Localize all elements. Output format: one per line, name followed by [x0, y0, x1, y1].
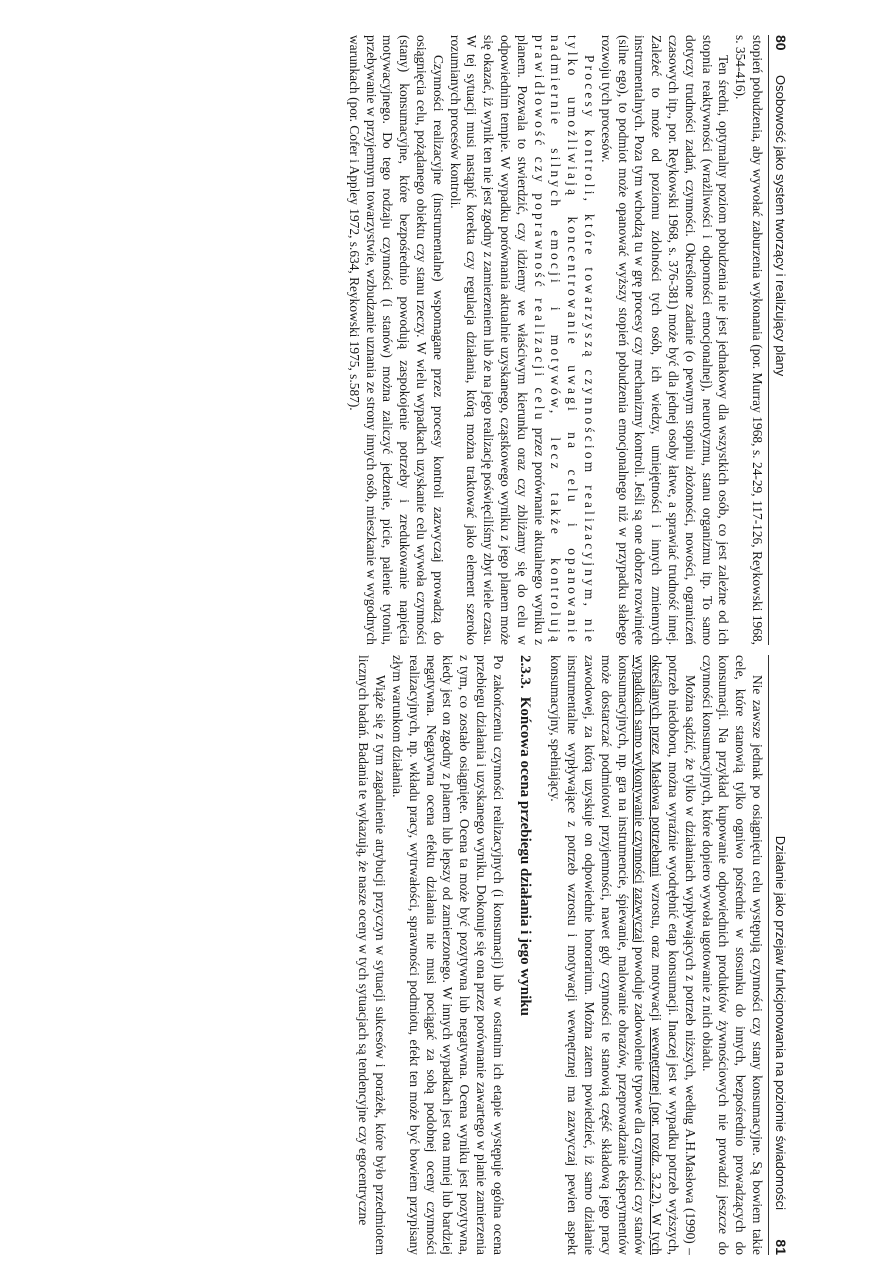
paragraph: stopień pobudzenia, aby wywołać zaburzenia wykonania (por. Murray 1968, s. 24-29, 117-126, Reykowski 1968, s. 354-416).	[733, 35, 765, 645]
text-run: Można sądzić, że tylko w działaniach wypływających z potrzeb niższych, według A.H.Masłowa (1990) – potrzeb niedoboru, można wyraźnie wyodrębnić etap konsumacji. Inaczej jest w wypadku potrzeb wyższych,	[666, 655, 698, 1255]
page-number: 80	[773, 35, 789, 51]
underlined-text: zazwyczaj	[632, 887, 648, 944]
section-heading	[516, 655, 533, 1255]
underlined-text: wewnętrznej (por. rozdz. 3.2.2). W tych wypadkach samo wykonywanie czynności	[632, 655, 665, 1255]
paragraph: Ten średni, optymalny poziom pobudzenia nie jest jednakowy dla wszystkich osób, co jest zależne od ich stopnia reaktywności (wrażliwości i odporności emocjonalnej), neurotyzmu, stanu organizmu itp. To samo dotyczy trudności zadań, czynności. Określone zadanie (o pewnym stopniu złożoności, nowości, ograniczeń czasowych itp., por. Reykowski 1968, s. 376-381) może być dla jednej osoby łatwe, a sprawiać trudność innej. Zależeć to może od poziomu zdolności tych osób, ich wiedzy, umiejętności i innych zmiennych instrumentalnych. Poza tym wchodzą tu w grę procesy czy mechanizmy kontroli. Jeśli są one dobrze rozwinięte (silne ego), to podmiot może opanować wyższy stopień pobudzenia emocjonalnego niż w przypadku słabego rozwoju tych procesów.	[598, 35, 732, 645]
text-run: powoduje zadowolenie typowe dla czynności czy stanów konsumacyjnych, np. gra na instrumencie, śpiewanie, malowanie obrazów, przeprowadzanie eksperymentów może dostarczać podmiotowi przyjemności, nawet gdy czynności te stanowią część składową jego pracy zawodowej, za którą uzyskuje on odpowiednie honorarium. Można zatem powiedzieć, iż samo działanie instrumentalne wypływające z potrzeb wzrostu i motywacji wewnętrznej ma zazwyczaj pewien aspekt konsumacyjny, spełniający.	[548, 655, 648, 1255]
paragraph-maslow	[547, 655, 698, 1255]
section-title: Końcowa ocena przebiegu działania i jego wyniku	[516, 696, 533, 1016]
page-body-right	[100, 655, 765, 1255]
paragraph: Czynności realizacyjne (instrumentalne) wspomagane przez procesy kontroli zazwyczaj prowadzą do osiągnięcia celu, pożądanego obiektu czy stanu rzeczy. W wielu wypadkach uzyskanie celu wywoła czynności (stany) konsumacyjne, które bezpośrednio powodują zaspokojenie potrzeby i zredukowanie napięcia motywacyjnego. Do tego rodzaju czynności (i stanów) można zaliczyć jedzenie, picie, palenie tytoniu, przebywanie w przyjemnym towarzystwie, wzbudzanie uznania ze strony innych osób, mieszkanie w wygodnych warunkach (por. Cofer i Appley 1972, s.634, Reykowski 1975, s.587).	[346, 35, 446, 645]
page-81	[0, 655, 893, 1255]
page-80	[0, 35, 893, 645]
paragraph-control-processes	[446, 35, 597, 645]
page-number: 81	[773, 1239, 789, 1255]
running-title: Działanie jako przejaw funkcjonowania na poziomie świadomości	[773, 835, 788, 1210]
spaced-emphasis: Procesy kontroli, które towarzyszą czynnościom realizacyjnym, nie tylko umożliwiają koncentrowanie uwagi na celu i opanowanie nadmiernie silnych emocji i motywów, lecz także kontrolują prawidłowość czy poprawność realizacji celu	[531, 35, 598, 645]
paragraph: Po zakończeniu czynności realizacyjnych (i konsumacji) lub w ostatnim ich etapie występuje ogólna ocena przebiegu działania i uzyskanego wyniku. Dokonuje się ona przez porównanie zawartego w planie zamierzenia z tym, co zostało osiągnięte. Ocena ta może być pozytywna lub negatywna. Ocena wyniku jest pozytywna, kiedy jest on zgodny z planem lub lepszy od zamierzonego. W innych wypadkach jest ona mniej lub bardziej negatywna. Negatywna ocena efektu działania nie musi pociągać za sobą podobnej oceny czynności realizacyjnych, np. wkładu pracy, wytrwałości, sprawności podmiotu, efekt ten może być bowiem przypisany złym warunkom działania.	[390, 655, 506, 1255]
page-body-left	[100, 35, 765, 645]
section-number: 2.3.3.	[516, 655, 533, 689]
paragraph: Nie zawsze jednak po osiągnięciu celu występują czynności czy stany konsumacyjne. Są bowiem takie cele, które stanowią tylko ogniwo pośrednie w stosunku do innych, bezpośrednio prowadzących do konsumacji. Na przykład kupowanie odpowiednich produktów żywnościowych nie prowadzi jeszcze do czynności konsumacyjnych, które dopiero wywoła ugotowanie z nich obiadu.	[699, 655, 765, 1255]
underlined-text: określanych przez Masłowa potrzebami	[649, 655, 665, 877]
paragraph-continuation: przez porównanie aktualnego wyniku z planem. Pozwala to stwierdzić, czy idziemy we właściwym kierunku oraz czy zbliżamy się do celu w odpowiednim tempie. W wypadku porównania aktualnie uzyskanego, cząstkowego wyniku z jego planem może się okazać, iż wynik ten nie jest zgodny z zamierzeniem lub że na jego realizację poświęciliśmy zbyt wiele czasu. W tej sytuacji musi nastąpić korekta czy regulacja działania, którą można traktować jako element szeroko rozumianych procesów kontroli.	[447, 35, 547, 645]
paragraph: Wiąże się z tym zagadnienie atrybucji przyczyn w sytuacji sukcesów i porażek, które było przedmiotem licznych badań. Badania te wykazują, że nasze oceny w tych sytuacjach są tendencyjne czy egocentryczne	[356, 655, 389, 1255]
running-head-right	[768, 655, 791, 1255]
running-title: Osobowość jako system tworzący i realizujący plany	[773, 75, 788, 377]
text-run: wzrostu, oraz motywacji	[649, 883, 665, 1022]
running-head-left	[768, 35, 791, 645]
